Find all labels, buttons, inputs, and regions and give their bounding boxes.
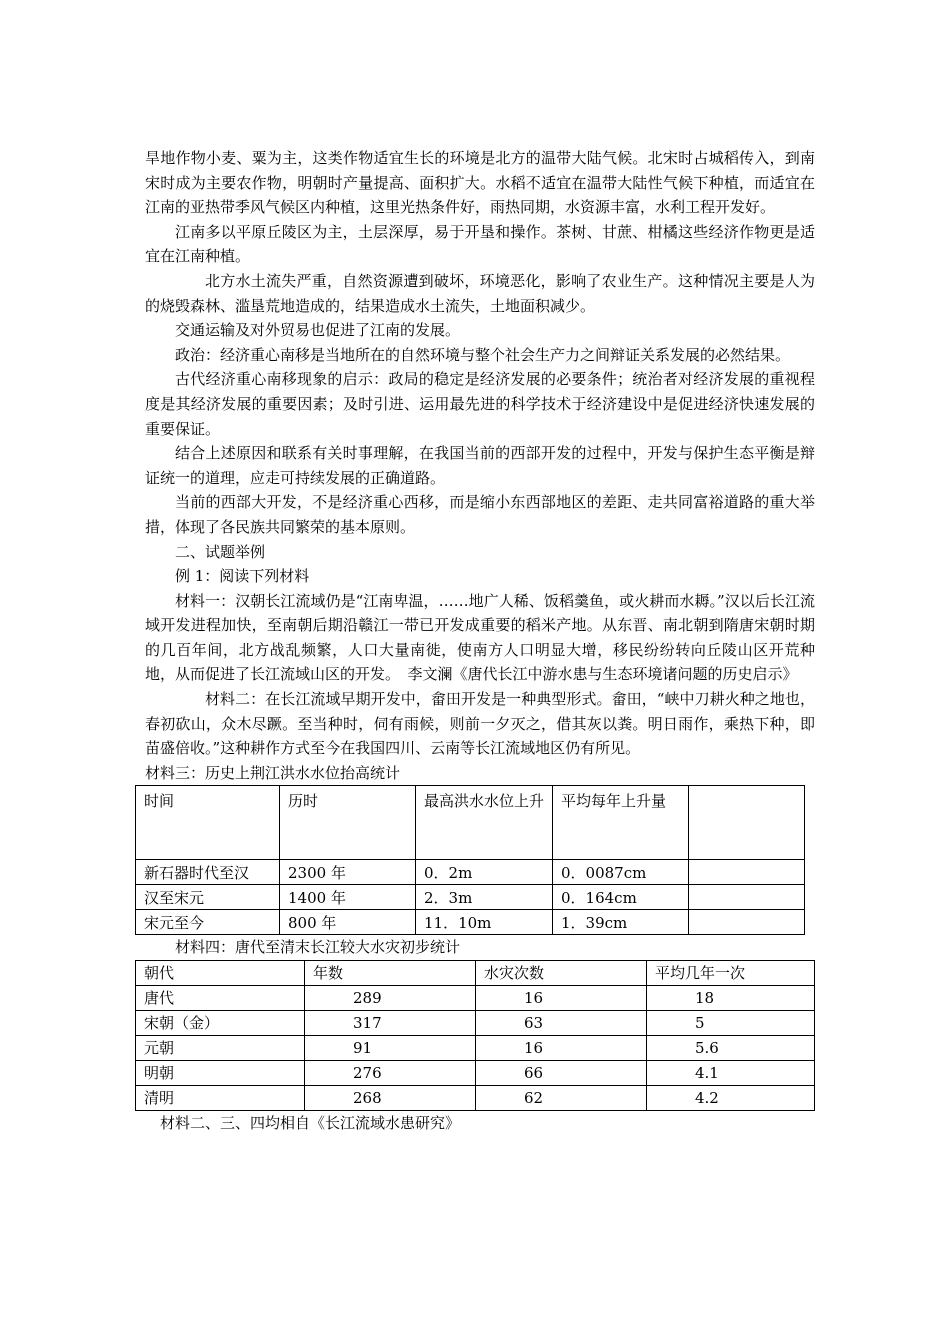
- flood-disaster-table: [135, 960, 815, 1111]
- paragraph: 材料一：汉朝长江流域仍是“江南卑温，……地广人稀、饭稻羹鱼，或火耕而水耨。”汉以后长江流域开发进程加快，至南朝后期沿赣江一带已开发成重要的稻米产地。从东晋、南北朝到隋唐宋朝时期的几百年间，北方战乱频繁，人口大量南徙，使南方人口明显大增，移民纷纷转向丘陵山区开荒种地，从而促进了长江流域山区的开发。 李文澜《唐代长江中游水患与生态环境诸问题的历史启示》: [145, 591, 815, 684]
- table-cell: 汉至宋元: [136, 885, 280, 910]
- table-header-cell: 水灾次数: [476, 961, 647, 986]
- table-cell: 5.6: [647, 1036, 815, 1061]
- table-cell: 18: [647, 986, 815, 1011]
- table-row: [136, 885, 805, 910]
- table-header-cell: 最高洪水水位上升: [416, 786, 553, 860]
- source-note: 材料二、三、四均相自《长江流域水患研究》: [160, 1114, 461, 1133]
- table-row: [136, 860, 805, 885]
- table-cell: 1．39cm: [553, 910, 689, 935]
- table-cell: 16: [476, 986, 647, 1011]
- table-cell: 91: [305, 1036, 476, 1061]
- table-cell: 11．10m: [416, 910, 553, 935]
- table-row: [136, 1011, 815, 1036]
- paragraph: 古代经济重心南移现象的启示：政局的稳定是经济发展的必要条件；统治者对经济发展的重视程度是其经济发展的重要因素；及时引进、运用最先进的科学技术于经济建设中是促进经济快速发展的重要保证。: [145, 370, 815, 438]
- paragraph: 结合上述原因和联系有关时事理解，在我国当前的西部开发的过程中，开发与保护生态平衡是辩证统一的道理，应走可持续发展的正确道路。: [145, 444, 815, 487]
- table-header-row: [136, 786, 805, 860]
- document-page: [145, 146, 815, 1136]
- table-cell: [689, 885, 805, 910]
- paragraph: 政治：经济重心南移是当地所在的自然环境与整个社会生产力之间辩证关系发展的必然结果。: [175, 345, 791, 364]
- paragraph: 交通运输及对外贸易也促进了江南的发展。: [175, 321, 461, 340]
- table-row: [136, 1036, 815, 1061]
- table-cell: 宋元至今: [136, 910, 280, 935]
- table-cell: 800 年: [280, 910, 416, 935]
- table-cell: 2．3m: [416, 885, 553, 910]
- table-cell: 5: [647, 1011, 815, 1036]
- table-cell: 62: [476, 1086, 647, 1111]
- table-row: [136, 1061, 815, 1086]
- table-cell: 317: [305, 1011, 476, 1036]
- table-cell: 63: [476, 1011, 647, 1036]
- table-header-cell: 平均几年一次: [647, 961, 815, 986]
- table-cell: 元朝: [136, 1036, 305, 1061]
- table-header-cell: 朝代: [136, 961, 305, 986]
- paragraph: 当前的西部大开发，不是经济重心西移，而是缩小东西部地区的差距、走共同富裕道路的重大举措，体现了各民族共同繁荣的基本原则。: [145, 493, 815, 536]
- table-header-cell: 历时: [280, 786, 416, 860]
- table-cell: 宋朝（金）: [136, 1011, 305, 1036]
- table-row: [136, 910, 805, 935]
- table-cell: 66: [476, 1061, 647, 1086]
- table-header-cell: 时间: [136, 786, 280, 860]
- table-cell: 0．0087cm: [553, 860, 689, 885]
- table-cell: 276: [305, 1061, 476, 1086]
- table-cell: 268: [305, 1086, 476, 1111]
- table-header-cell: 平均每年上升量: [553, 786, 689, 860]
- paragraph: 材料二：在长江流域早期开发中，畲田开发是一种典型形式。畲田，“峡中刀耕火种之地也，春初砍山，众木尽蹶。至当种时，伺有雨候，则前一夕灭之，借其灰以粪。明日雨作，乘热下种，即苗盛倍收。”这种耕作方式至今在我国四川、云南等长江流域地区仍有所见。: [145, 690, 815, 758]
- table-cell: 新石器时代至汉: [136, 860, 280, 885]
- table-cell: 明朝: [136, 1061, 305, 1086]
- table-cell: 0．164cm: [553, 885, 689, 910]
- table-row: [136, 986, 815, 1011]
- table-cell: 4.1: [647, 1061, 815, 1086]
- table-cell: 2300 年: [280, 860, 416, 885]
- paragraph: 北方水土流失严重，自然资源遭到破坏，环境恶化，影响了农业生产。这种情况主要是人为的烧毁森林、滥垦荒地造成的，结果造成水土流失，土地面积减少。: [145, 271, 815, 315]
- table-cell: 0．2m: [416, 860, 553, 885]
- table-cell: 289: [305, 986, 476, 1011]
- table-row: [136, 1086, 815, 1111]
- paragraph: 江南多以平原丘陵区为主，土层深厚，易于开垦和操作。茶树、甘蔗、柑橘这些经济作物更是适宜在江南种植。: [145, 222, 815, 266]
- table-cell: [689, 860, 805, 885]
- paragraph: 旱地作物小麦、粟为主，这类作物适宜生长的环境是北方的温带大陆气候。北宋时占城稻传入，到南宋时成为主要农作物，明朝时产量提高、面积扩大。水稻不适宜在温带大陆性气候下种植，而适宜在江南的亚热带季风气候区内种植，这里光热条件好，雨热同期，水资源丰富，水利工程开发好。: [145, 149, 815, 217]
- table-header-cell: [689, 786, 805, 860]
- table-header-row: [136, 961, 815, 986]
- section-heading: 二、试题举例: [175, 542, 266, 561]
- table3-caption: 材料三：历史上荆江洪水水位抬高统计: [145, 763, 401, 782]
- table-cell: 16: [476, 1036, 647, 1061]
- flood-level-table: [135, 785, 805, 935]
- table4-caption: 材料四：唐代至清末长江较大水灾初步统计: [175, 938, 461, 957]
- table-cell: 1400 年: [280, 885, 416, 910]
- table-header-cell: 年数: [305, 961, 476, 986]
- table-cell: 清明: [136, 1086, 305, 1111]
- example-heading: 例 1：阅读下列材料: [175, 567, 310, 586]
- table-cell: [689, 910, 805, 935]
- table-cell: 4.2: [647, 1086, 815, 1111]
- table-cell: 唐代: [136, 986, 305, 1011]
